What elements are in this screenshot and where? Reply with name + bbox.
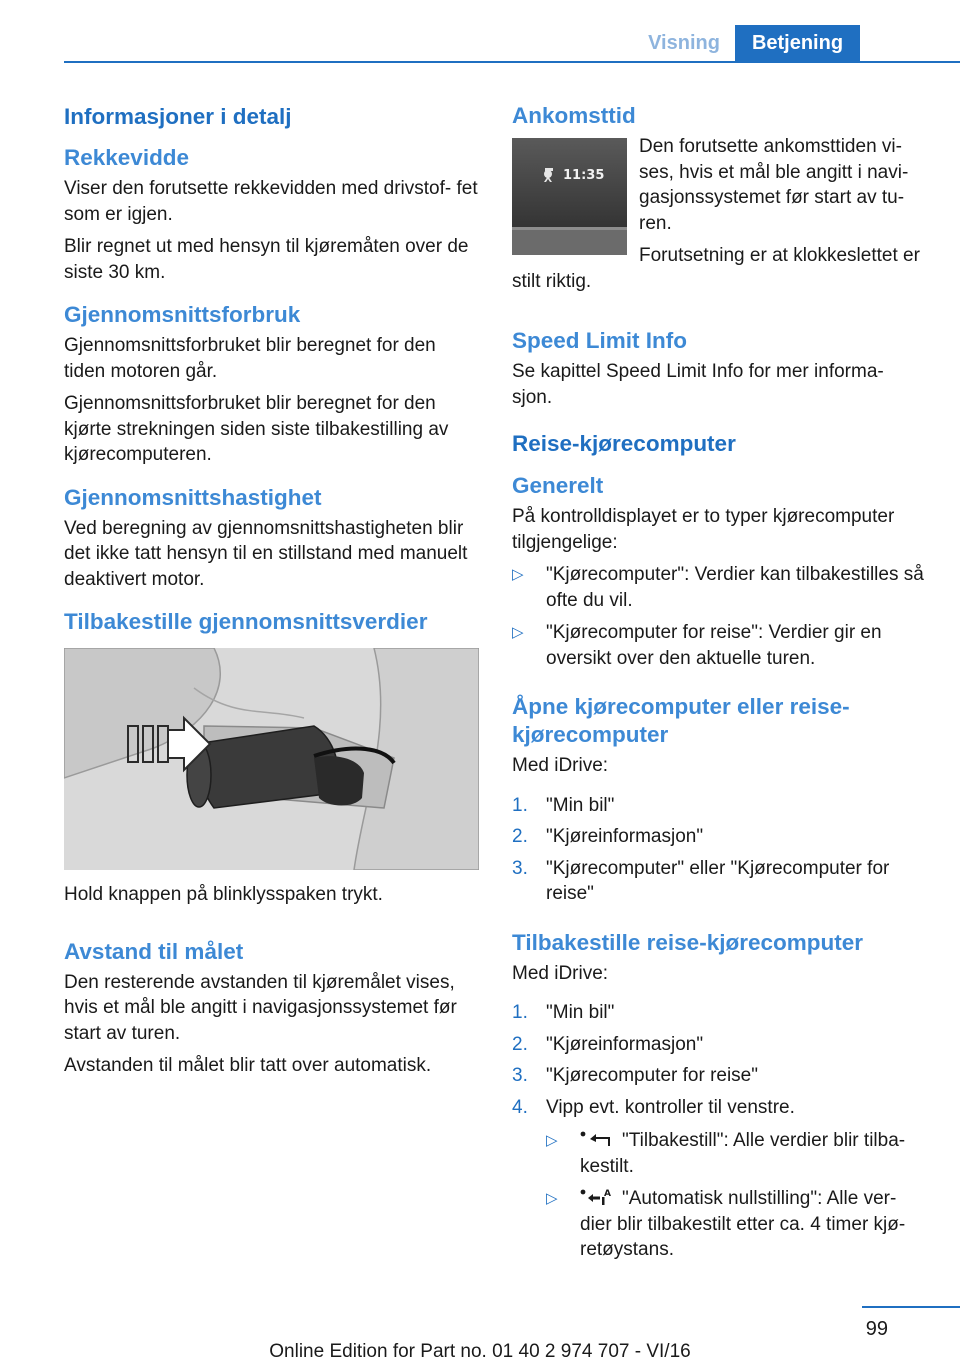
paragraph: Se kapittel Speed Limit Info for mer informa‐ sjon. [512,361,884,408]
heading-ankomsttid: Ankomsttid [512,103,636,128]
paragraph: Blir regnet ut med hensyn til kjøremåten over de siste 30 km. [64,236,469,283]
sub-list-item [546,1128,926,1179]
paragraph: Forutsetning er at klokkeslettet er stilt riktig. [512,245,920,292]
sub-list-item-text: "Tilbakestill": Alle verdier blir tilba‐ kestilt. [580,1130,906,1177]
paragraph: Viser den forutsette rekkevidden med drivstof‐ fet som er igjen. [64,178,478,225]
heading-reise-kjoerecomputer: Reise-kjørecomputer [512,431,736,456]
list-number: 3. [512,857,528,879]
list-item [512,562,926,613]
list-number: 1. [512,1002,528,1023]
list-item [512,824,926,850]
paragraph: Den forutsette ankomsttiden vi‐ ses, hvis et mål ble angitt i navi‐ gasjonssystemet før start av tu‐ ren. [639,136,909,234]
list-item-text: "Kjøreinformasjon" [546,826,704,847]
list-item [512,856,926,907]
list-number: 1. [512,794,528,816]
bullet-triangle-icon: ▷ [512,566,524,583]
list-item [512,1000,926,1026]
heading-tilbakestille-gjennomsnittsverdier: Tilbakestille gjennomsnittsverdier [64,609,428,634]
paragraph: På kontrolldisplayet er to typer kjørecomputer tilgjengelige: [512,506,895,553]
section-title-informasjoner: Informasjoner i detalj [64,104,292,129]
display-time: 11:35 [563,168,605,183]
list-number: 4. [512,1096,528,1118]
figure-caption: Hold knappen på blinklysspaken trykt. [64,884,383,905]
paragraph: Gjennomsnittsforbruket blir beregnet for den kjørte strekningen siden siste tilbakestilling av kjørecomputeren. [64,393,449,465]
tab-visning[interactable]: Visning [648,32,720,54]
bullet-triangle-icon: ▷ [512,624,524,641]
auto-reset-icon [580,1188,616,1206]
list-number: 3. [512,1065,528,1086]
footer-edition: Online Edition for Part no. 01 40 2 974 707 - VI/16 [269,1341,691,1362]
list-item-text: "Kjørecomputer": Verdier kan tilbakestilles så ofte du vil. [546,564,924,611]
list-item-text: "Kjøreinformasjon" [546,1033,704,1055]
turn-signal-lever-illustration [64,648,479,870]
list-item-text: Vipp evt. kontroller til venstre. [546,1096,795,1118]
heading-tilbakestille-reise-kjoerecomputer: Tilbakestille reise-kjørecomputer [512,929,863,955]
list-item-text: "Kjørecomputer for reise" [546,1065,758,1086]
heading-aapne-kjoerecomputer: Åpne kjørecomputer eller reise‐ kjørecomputer [512,694,850,747]
left-column [64,102,482,1086]
list-item-text: "Kjørecomputer for reise": Verdier gir en oversikt over den aktuelle turen. [546,622,882,669]
header-rule [64,61,960,63]
list-item-text: "Min bil" [546,1002,615,1023]
list-item [512,620,926,671]
reset-icon [580,1130,616,1148]
list-item [512,1063,926,1089]
paragraph: Ved beregning av gjennomsnittshastigheten blir det ikke tatt hensyn til en stillstand med manuelt deaktivert motor. [64,517,468,590]
list-item [512,1095,926,1121]
paragraph: Med iDrive: [512,755,609,776]
heading-rekkevidde: Rekkevidde [64,145,190,170]
heading-avstand-til-maalet: Avstand til målet [64,938,244,964]
heading-gjennomsnittsforbruk: Gjennomsnittsforbruk [64,302,301,327]
heading-gjennomsnittshastighet: Gjennomsnittshastighet [64,484,322,510]
bullet-triangle-icon: ▷ [546,1132,558,1149]
list-item-text: "Kjørecomputer" eller "Kjørecomputer for reise" [546,857,890,904]
heading-speed-limit-info: Speed Limit Info [512,328,688,353]
list-item [512,1032,926,1058]
list-item [512,793,926,819]
heading-generelt: Generelt [512,473,604,498]
list-item-text: "Min bil" [546,794,615,816]
sub-list-item [546,1186,926,1263]
paragraph: Gjennomsnittsforbruket blir beregnet for den tiden motoren går. [64,335,436,382]
footer-rule [862,1306,960,1308]
sub-list-item-text: "Automatisk nullstilling": Alle ver‐ dier blir tilbakestilt etter ca. 4 timer kjø‐ retøystans. [580,1188,906,1260]
right-column [512,102,926,1270]
page-number: 99 [865,1318,888,1340]
paragraph: Den resterende avstanden til kjøremålet vises, hvis et mål ble angitt i navigasjonssystemet før start av turen. [64,971,457,1044]
list-number: 2. [512,826,528,847]
paragraph: Med iDrive: [512,962,609,984]
tab-betjening[interactable]: Betjening [735,25,860,61]
paragraph: Avstanden til målet blir tatt over automatisk. [64,1055,432,1076]
bullet-triangle-icon: ▷ [546,1190,558,1207]
list-number: 2. [512,1033,528,1055]
arrival-time-display-image [512,138,627,255]
auto-reset-icon-letter: A [604,1189,611,1199]
